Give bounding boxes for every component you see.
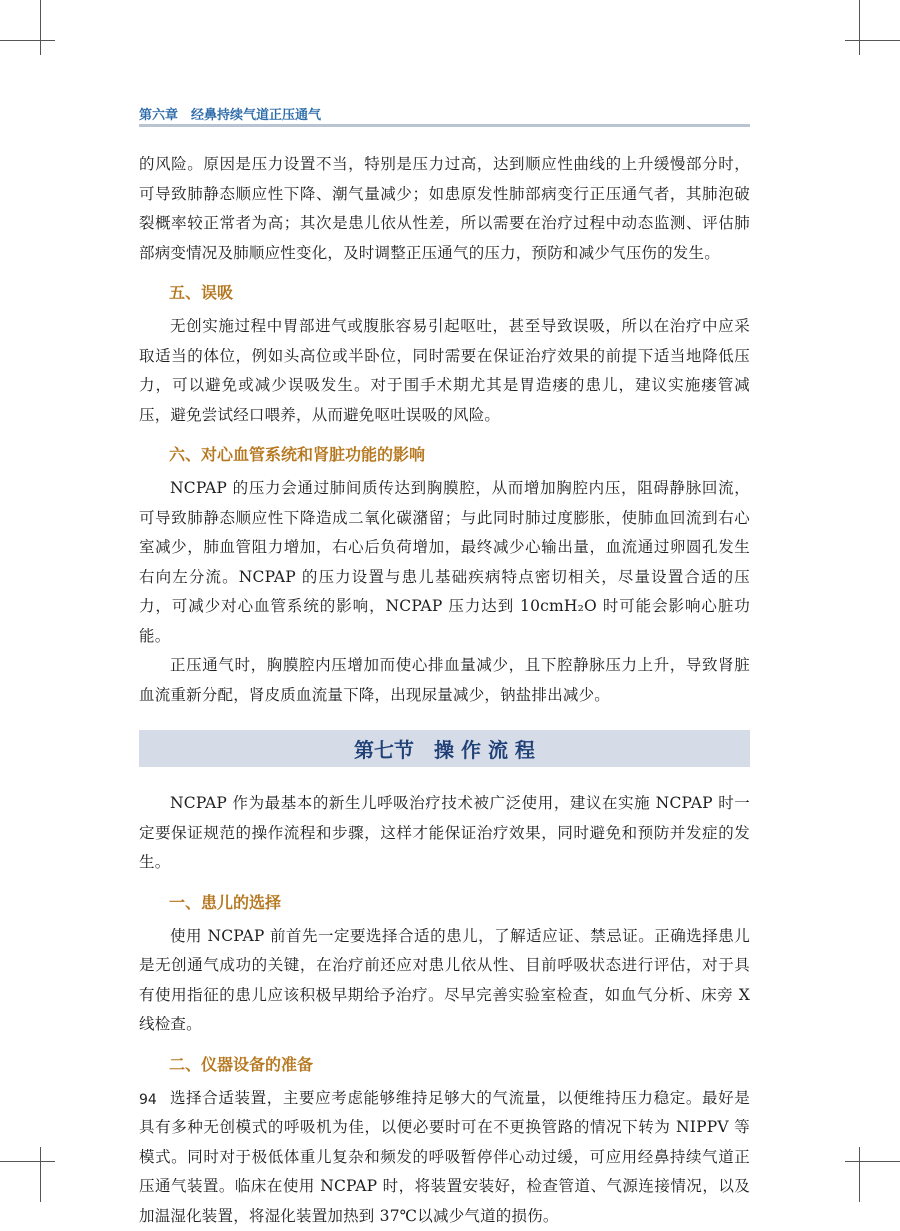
crop-mark	[859, 0, 860, 55]
crop-mark	[845, 1161, 900, 1162]
section-title: 第七节 操 作 流 程	[354, 734, 535, 763]
crop-mark	[859, 1147, 860, 1202]
crop-mark	[845, 40, 900, 41]
paragraph: 使用 NCPAP 前首先一定要选择合适的患儿，了解适应证、禁忌证。正确选择患儿是无创通气成功的关键，在治疗前还应对患儿依从性、目前呼吸状态进行评估，对于具有使用指征的患儿应该积极早期给予治疗。尽早完善实验室检查，如血气分析、床旁 X 线检查。	[139, 922, 750, 1040]
header-rule	[139, 124, 750, 127]
crop-mark	[40, 0, 41, 55]
crop-mark	[40, 1147, 41, 1202]
page-number: 94	[139, 1092, 157, 1108]
paragraph: 选择合适装置，主要应考虑能够维持足够大的气流量，以便维持压力稳定。最好是具有多种无创模式的呼吸机为佳，以便必要时可在不更换管路的情况下转为 NIPPV 等模式。同时对于极低体重儿复杂和频发的呼吸暂停伴心动过缓，可应用经鼻持续气道正压通气装置。临床在使用 NCPAP 时，将装置安装好，检查管道、气源连接情况，以及加温湿化装置，将湿化装置加热到 37℃以减少气道的损伤。	[139, 1084, 750, 1231]
section-heading: 二、仪器设备的准备	[169, 1053, 750, 1077]
running-head: 第六章 经鼻持续气道正压通气	[139, 104, 321, 123]
section-heading: 五、误吸	[169, 281, 750, 305]
section-heading: 六、对心血管系统和肾脏功能的影响	[169, 443, 750, 467]
crop-mark	[0, 40, 55, 41]
paragraph: NCPAP 的压力会通过肺间质传达到胸膜腔，从而增加胸腔内压，阻碍静脉回流，可导致肺静态顺应性下降造成二氧化碳潴留；与此同时肺过度膨胀，使肺血回流到右心室减少，肺血管阻力增加，右心后负荷增加，最终减少心输出量，血流通过卵圆孔发生右向左分流。NCPAP 的压力设置与患儿基础疾病特点密切相关，尽量设置合适的压力，可减少对心血管系统的影响，NCPAP 压力达到 10cmH₂O 时可能会影响心脏功能。	[139, 474, 750, 651]
crop-mark	[0, 1161, 55, 1162]
paragraph: NCPAP 作为最基本的新生儿呼吸治疗技术被广泛使用，建议在实施 NCPAP 时一定要保证规范的操作流程和步骤，这样才能保证治疗效果，同时避免和预防并发症的发生。	[139, 789, 750, 878]
section-title-band	[139, 730, 750, 767]
paragraph: 正压通气时，胸膜腔内压增加而使心排血量减少，且下腔静脉压力上升，导致肾脏血流重新分配，肾皮质血流量下降，出现尿量减少，钠盐排出减少。	[139, 651, 750, 710]
paragraph: 无创实施过程中胃部进气或腹胀容易引起呕吐，甚至导致误吸，所以在治疗中应采取适当的体位，例如头高位或半卧位，同时需要在保证治疗效果的前提下适当地降低压力，可以避免或减少误吸发生。对于围手术期尤其是胃造瘘的患儿，建议实施瘘管减压，避免尝试经口喂养，从而避免呕吐误吸的风险。	[139, 312, 750, 430]
page-content	[139, 150, 750, 1231]
section-heading: 一、患儿的选择	[169, 891, 750, 915]
paragraph: 的风险。原因是压力设置不当，特别是压力过高，达到顺应性曲线的上升缓慢部分时，可导致肺静态顺应性下降、潮气量减少；如患原发性肺部病变行正压通气者，其肺泡破裂概率较正常者为高；其次是患儿依从性差，所以需要在治疗过程中动态监测、评估肺部病变情况及肺顺应性变化，及时调整正压通气的压力，预防和减少气压伤的发生。	[139, 150, 750, 268]
